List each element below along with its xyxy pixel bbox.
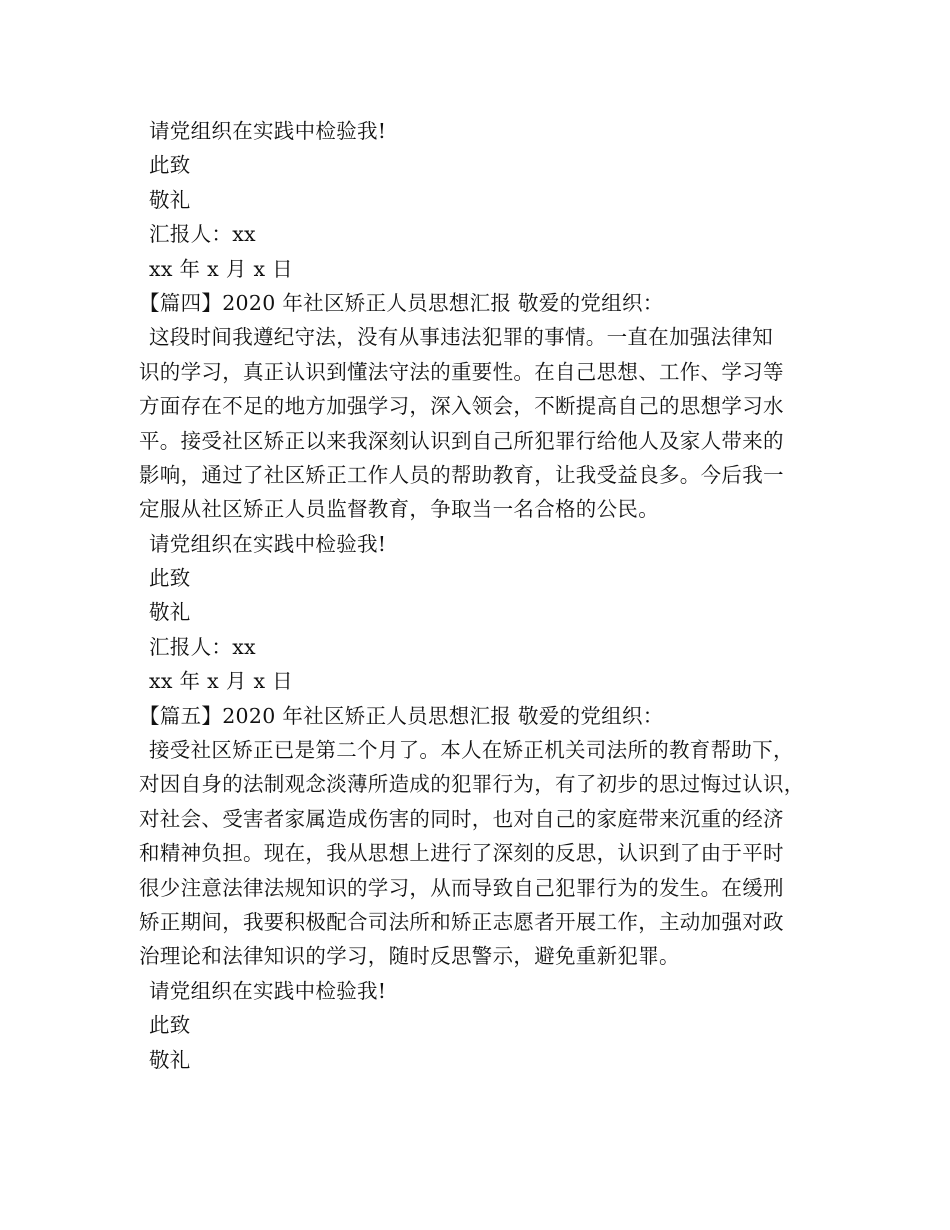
body-line: 对因自身的法制观念淡薄所造成的犯罪行为，有了初步的思过悔过认识， <box>139 772 805 797</box>
body-line: 定服从社区矫正人员监督教育，争取当一名合格的公民。 <box>139 497 659 522</box>
body-line: 方面存在不足的地方加强学习，深入领会，不断提高自己的思想学习水 <box>139 394 784 419</box>
body-line: 接受社区矫正已是第二个月了。本人在矫正机关司法所的教育帮助下， <box>149 738 794 763</box>
salutation-line: 敬礼 <box>149 600 191 625</box>
section-heading: 【篇五】2020 年社区矫正人员思想汇报 敬爱的党组织： <box>139 703 664 728</box>
body-line: 对社会、受害者家属造成伤害的同时，也对自己的家庭带来沉重的经济 <box>139 806 784 831</box>
salutation-line: 此致 <box>149 566 191 591</box>
body-line: 很少注意法律法规知识的学习，从而导致自己犯罪行为的发生。在缓刑 <box>139 875 784 900</box>
closing-line: 请党组织在实践中检验我! <box>149 531 387 556</box>
salutation-line: 此致 <box>149 1013 191 1038</box>
closing-line: 请党组织在实践中检验我! <box>149 978 387 1003</box>
closing-line: 请党组织在实践中检验我! <box>149 119 387 143</box>
section-heading: 【篇四】2020 年社区矫正人员思想汇报 敬爱的党组织： <box>139 290 664 315</box>
salutation-line: 此致 <box>149 153 191 178</box>
body-line: 治理论和法律知识的学习，随时反思警示，避免重新犯罪。 <box>139 944 680 969</box>
body-line: 影响，通过了社区矫正工作人员的帮助教育，让我受益良多。今后我一 <box>139 462 784 487</box>
salutation-line: 敬礼 <box>149 187 191 212</box>
body-line: 矫正期间，我要积极配合司法所和矫正志愿者开展工作，主动加强对政 <box>139 909 784 934</box>
reporter-line: 汇报人：xx <box>149 222 256 247</box>
body-line: 这段时间我遵纪守法，没有从事违法犯罪的事情。一直在加强法律知 <box>149 325 773 350</box>
document-content <box>139 114 819 1077</box>
body-line: 识的学习，真正认识到懂法守法的重要性。在自己思想、工作、学习等 <box>139 359 784 384</box>
body-line: 和精神负担。现在，我从思想上进行了深刻的反思，认识到了由于平时 <box>139 841 784 866</box>
reporter-line: 汇报人：xx <box>149 634 256 659</box>
date-line: xx 年 x 月 x 日 <box>149 256 293 281</box>
date-line: xx 年 x 月 x 日 <box>149 669 293 694</box>
body-line: 平。接受社区矫正以来我深刻认识到自己所犯罪行给他人及家人带来的 <box>139 428 784 453</box>
salutation-line: 敬礼 <box>149 1047 191 1072</box>
